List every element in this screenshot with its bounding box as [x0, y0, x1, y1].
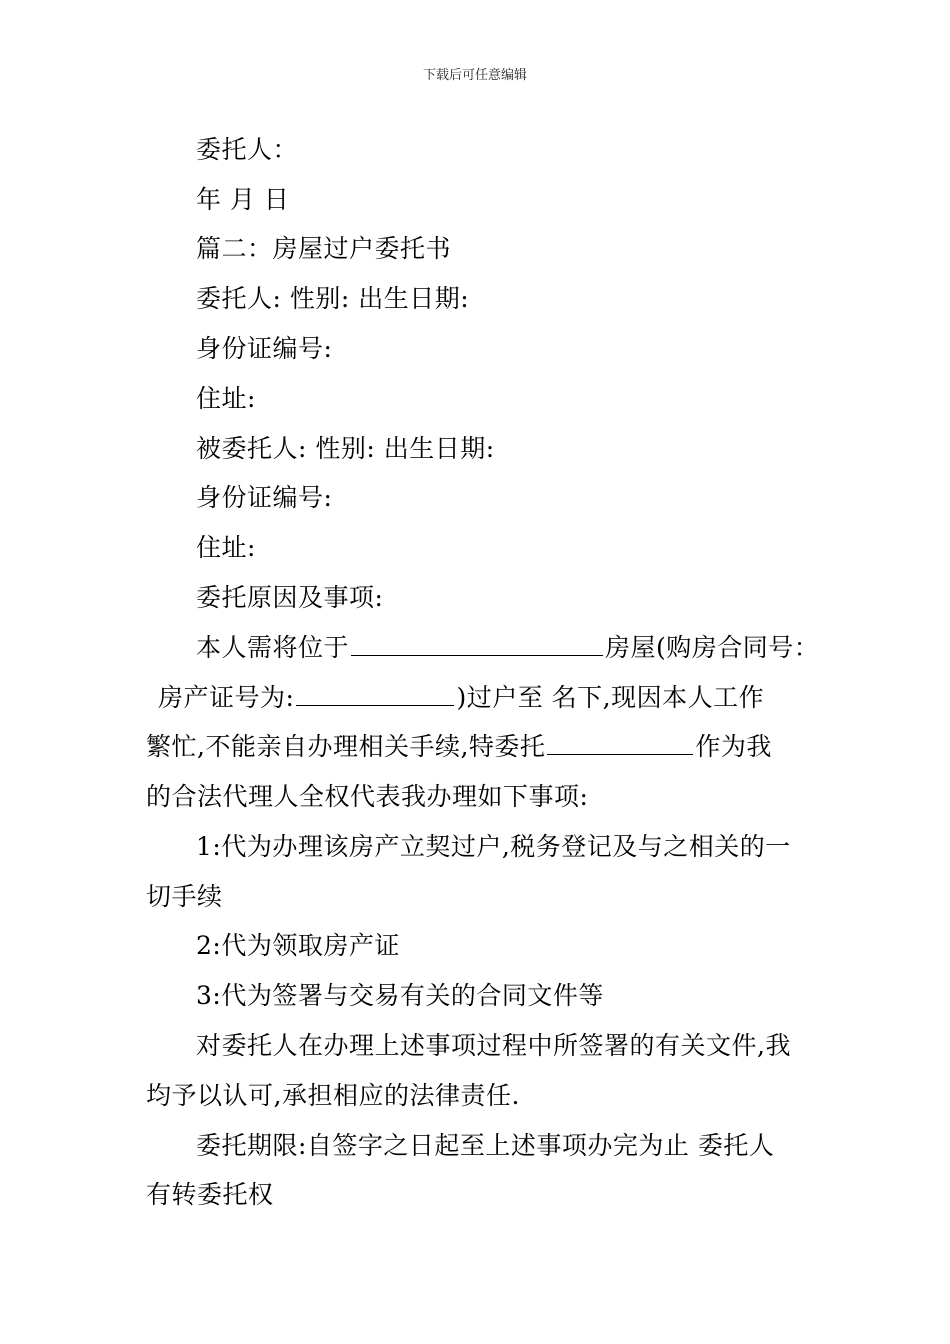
paragraph-line [158, 683, 764, 713]
fill-blank [547, 732, 693, 755]
agent-info-line: 被委托人: 性别: 出生日期: [196, 434, 495, 463]
date-line: 年 月 日 [196, 185, 290, 214]
entrustor-signature-line: 委托人： [196, 135, 299, 164]
entrustor-id-line: 身份证编号: [196, 334, 333, 363]
item-2-line: 2:代为领取房产证 [196, 931, 400, 960]
item-3-line: 3:代为签署与交易有关的合同文件等 [196, 981, 604, 1010]
text-segment: 房屋(购房合同号： [605, 633, 820, 662]
paragraph-line: 有转委托权 [146, 1180, 274, 1209]
text-segment: )过户至 名下,现因本人工作 [456, 683, 765, 712]
item-1-line: 1:代为办理该房产立契过户,税务登记及与之相关的一 [196, 832, 791, 861]
paragraph-line: 对委托人在办理上述事项过程中所签署的有关文件,我 [196, 1031, 791, 1060]
text-segment: 本人需将位于 [196, 633, 350, 662]
agent-address-line: 住址: [196, 533, 256, 562]
paragraph-line: 均予以认可,承担相应的法律责任. [146, 1081, 520, 1110]
entrustor-info-line: 委托人: 性别: 出生日期: [196, 284, 470, 313]
fill-blank [296, 683, 454, 706]
item-1-continuation: 切手续 [146, 882, 223, 911]
reason-heading: 委托原因及事项: [196, 583, 384, 612]
paragraph-line [196, 633, 819, 663]
agent-id-line: 身份证编号: [196, 483, 333, 512]
page-header: 下载后可任意编辑 [422, 68, 527, 83]
paragraph-line: 的合法代理人全权代表我办理如下事项: [146, 782, 589, 811]
text-segment: 繁忙,不能亲自办理相关手续,特委托 [146, 732, 546, 761]
entrustor-address-line: 住址: [196, 384, 256, 413]
text-segment: 作为我 [695, 732, 772, 761]
text-segment: 房产证号为: [158, 683, 295, 712]
paragraph-line [146, 732, 772, 762]
paragraph-line: 委托期限:自签字之日起至上述事项办完为止 委托人 [196, 1131, 775, 1160]
section-title: 篇二：房屋过户委托书 [196, 234, 452, 263]
fill-blank [351, 633, 603, 656]
